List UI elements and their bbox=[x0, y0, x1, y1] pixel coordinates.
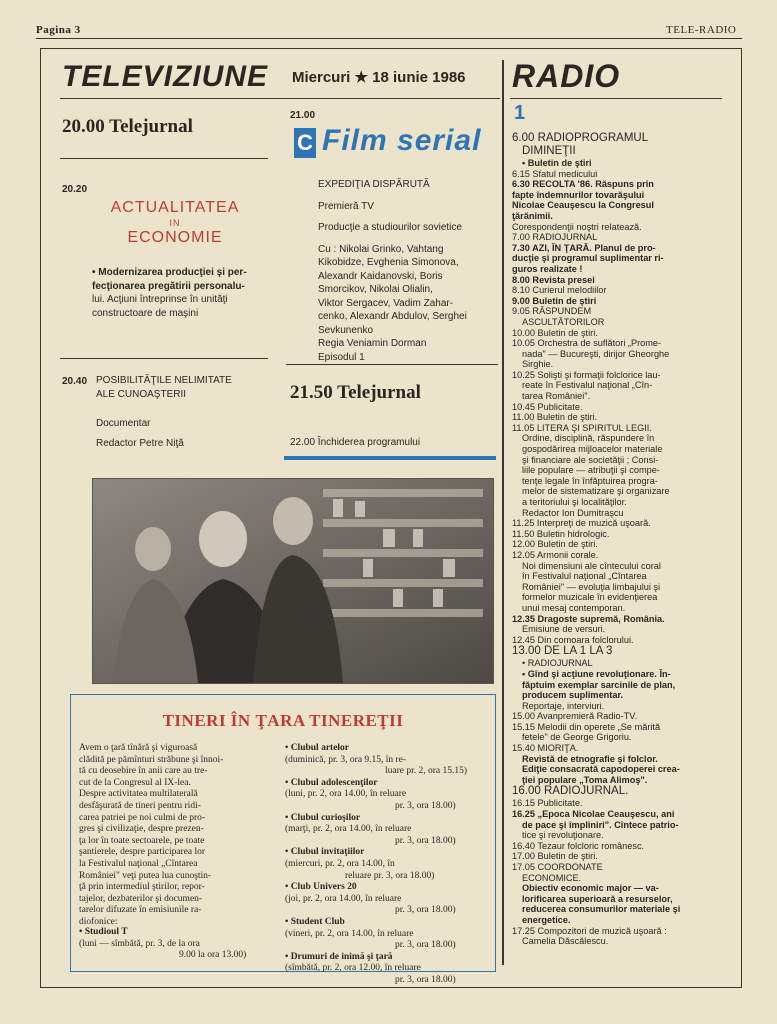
radio-section-title: RADIO bbox=[512, 58, 621, 94]
radio-entry: Corespondenţii noştri relatează. bbox=[512, 221, 642, 232]
radio-entry: ţiei populare „Toma Alimoş". bbox=[522, 774, 648, 785]
radio-entry: 10.05 Orchestra de suflători „Prome- bbox=[512, 338, 662, 349]
radio-entry: ţărănimii. bbox=[512, 210, 553, 221]
section-label: TELE-RADIO bbox=[666, 24, 737, 36]
radio-entry: de pace şi împliniri". Cîntece patrio- bbox=[522, 819, 679, 830]
radio-entry: Noi dimensiuni ale cîntecului coral bbox=[522, 560, 661, 571]
radio-entry: • RADIOJURNAL bbox=[522, 658, 593, 669]
radio-entry: Revistă de etnografie şi folclor. bbox=[522, 753, 658, 764]
radio-entry: 16.15 Publicitate. bbox=[512, 798, 583, 809]
radio-entry: 15.15 Melodii din operete „Se mărită bbox=[512, 721, 661, 732]
page-number: Pagina 3 bbox=[36, 24, 81, 36]
radio-entry: 15.00 Avanpremieră Radio-TV. bbox=[512, 711, 638, 722]
radio-entry: 13.00 DE LA 1 LA 3 bbox=[512, 645, 613, 658]
radio-entry: 10.00 Buletin de ştiri. bbox=[512, 327, 598, 338]
econ-title: ACTUALITATEA IN ECONOMIE bbox=[110, 199, 240, 246]
film-serial-title: Film serial bbox=[322, 124, 482, 157]
radio-entry: energetice. bbox=[522, 914, 571, 925]
radio-entry: • Gînd şi acţiune revoluţionare. În- bbox=[522, 668, 671, 679]
radio-entry: Ordine, disciplină, răspundere în bbox=[522, 433, 655, 444]
radio-entry: Reportaje, interviuri. bbox=[522, 700, 605, 711]
radio-entry: 8.00 Revista presei bbox=[512, 274, 595, 285]
tineri-intro: Avem o ţară tînără şi viguroasă clădită pe pămînturi străbune şi înnoi- tă cu deosebire în anii care au tre- cut de la Congresul al IX-lea. Despre activitatea multilaterală desfăşurată de tineri pentru ridi- carea patriei pe noi culmi de pro- gres şi civilizaţie, despre prezen- ţa lor în toate sectoarele, pe toate şantierele, despre participarea lor la Festivalul naţional „Cîntarea României" veţi putea lua cunoştin- ţă prin intermediul ştirilor, repor- tajelor, dezbaterilor şi documen- tarelor difuzate în emisiunile ra- diofonice: bbox=[79, 743, 224, 927]
radio-entry: 17.25 Compozitori de muzică uşoară : bbox=[512, 925, 667, 936]
radio-entry: 11.00 Buletin de ştiri. bbox=[512, 412, 598, 423]
radio-entry: României" — evoluţia limbajului şi bbox=[522, 581, 661, 592]
telejurnal-1: 20.00 Telejurnal bbox=[62, 116, 193, 137]
tineri-clubs: • Clubul artelor (duminică, pr. 3, ora 9.15, în re- luare pr. 2, ora 15.15) • Clubul adolescenţilor (luni, pr. 2, ora 14.00, în reluare pr. 3, ora 18.00) • Clubul curioşilor (marţi, pr. 2, ora 14.00, în reluare pr. 3, ora 18.00) • Clubul invitaţiilor (miercuri, pr. 2, ora 14.00, în reluare pr. 3, ora 18.00) • Club Univers 20 (joi, pr. 2, ora 14.00, în reluare pr. 3, ora 18.00) • Student Club (vineri, pr. 2, ora 14.00, în reluare pr. 3, ora 18.00) • Drumuri de inimă şi ţară (sîmbătă, pr. 2, ora 12.00, în reluare pr. 3, ora 18.00) bbox=[285, 743, 468, 985]
radio-entry: Camelia Dăscălescu. bbox=[522, 936, 609, 947]
radio-entry: ducţie şi programul suplimentar ri- bbox=[512, 253, 664, 264]
radio-entry: gospodărirea mijloacelor materiale bbox=[522, 444, 663, 455]
radio-entry: fetele" de George Grigoriu. bbox=[522, 732, 632, 743]
econ-time: 20.20 bbox=[62, 184, 88, 195]
radio-entry: unui mesaj contemporan. bbox=[522, 602, 626, 613]
radio-entry: în Festivalul naţional „Cîntarea bbox=[522, 571, 647, 582]
radio-entry: 7.30 AZI, ÎN ŢARĂ. Planul de pro- bbox=[512, 242, 656, 253]
tv-date: Miercuri ★ 18 iunie 1986 bbox=[292, 69, 466, 86]
radio-entry: nada" — Bucureşti, dirijor Gheorghe bbox=[522, 348, 670, 359]
radio-entry: reducerea consumurilor materiale şi bbox=[522, 904, 681, 915]
radio-entry: Obiectiv economic major — va- bbox=[522, 883, 659, 894]
radio-entry: 11.05 LITERA ŞI SPIRITUL LEGII. bbox=[512, 422, 652, 433]
radio-entry: 6.00 RADIOPROGRAMUL bbox=[512, 132, 649, 144]
radio-entry: liile populare — atribuţii şi compe- bbox=[522, 465, 660, 476]
radio-entry: făptuim exemplar sarcinile de plan, bbox=[522, 679, 676, 690]
radio-entry: 12.45 Din comoara folclorului. bbox=[512, 634, 634, 645]
radio-entry: 16.25 „Epoca Nicolae Ceauşescu, ani bbox=[512, 809, 675, 820]
radio-entry: fapte îndemnurilor tovarăşului bbox=[512, 189, 645, 200]
posib-title: POSIBILITĂŢILE NELIMITATE ALE CUNOAŞTERII bbox=[96, 375, 232, 400]
tineri-box bbox=[70, 694, 496, 985]
econ-text: • Modernizarea producţiei şi per- fecţionarea pregătirii personalu- lui. Acţiuni întreprinse în unităţi constructoare de maşini bbox=[92, 267, 247, 319]
radio-entry: Sirghie. bbox=[522, 359, 554, 370]
radio-entry: • Buletin de ştiri bbox=[522, 158, 592, 168]
radio-entry: 9.00 Buletin de ştiri bbox=[512, 295, 597, 306]
radio-entry: lorificarea superioară a resurselor, bbox=[522, 893, 673, 904]
radio-entry: 17.05 COORDONATE bbox=[512, 862, 603, 872]
radio-entry: melor de sistematizare şi organizare bbox=[522, 486, 670, 497]
radio-entry: şi financiare ale societăţii ; Consi- bbox=[522, 454, 659, 465]
tineri-title: TINERI ÎN ŢARA TINEREŢII bbox=[162, 711, 404, 730]
radio-entry: 11.50 Buletin hidrologic. bbox=[512, 528, 610, 539]
program-close: 22.00 Închiderea programului bbox=[290, 437, 421, 448]
radio-entry: 6.30 RECOLTA '86. Răspuns prin bbox=[512, 179, 654, 190]
radio-entry: 12.35 Dragoste supremă, România. bbox=[512, 613, 665, 624]
radio-entry: tice şi revoluţionare. bbox=[522, 830, 604, 841]
radio-entry: 12.05 Armonii corale. bbox=[512, 549, 599, 560]
radio-entry: 17.00 Buletin de ştiri. bbox=[512, 851, 598, 862]
people-photo-icon bbox=[92, 478, 494, 684]
radio-entry: 10.25 Solişti şi formaţii folclorice lau- bbox=[512, 369, 661, 380]
radio-entry: 7.00 RADIOJURNAL bbox=[512, 232, 598, 243]
radio-entry: DIMINEŢII bbox=[522, 145, 576, 157]
radio-entry: Nicolae Ceauşescu la Congresul bbox=[512, 200, 654, 211]
radio-entry: guros realizate ! bbox=[512, 263, 583, 274]
radio-entry: a teritoriului şi localităţilor. bbox=[522, 497, 627, 507]
film-color-badge: C bbox=[294, 128, 316, 158]
radio-entry: Redactor Ion Dumitraşcu bbox=[522, 507, 624, 518]
radio-entry: ECONOMICE. bbox=[522, 872, 582, 883]
tv-section-title: TELEVIZIUNE bbox=[62, 60, 269, 93]
radio-entry: 11.25 Interpreţi de muzică uşoară. bbox=[512, 518, 651, 529]
radio-entry: ASCULTĂTORILOR bbox=[522, 316, 605, 327]
radio-entry: formelor muzicale în evidenţierea bbox=[522, 592, 658, 603]
radio-entry: 16.00 RADIOJURNAL. bbox=[512, 785, 629, 798]
radio-entry: 9.05 RĂSPUNDEM bbox=[512, 306, 592, 317]
posib-details: Documentar Redactor Petre Niţă bbox=[96, 418, 184, 449]
film-details: EXPEDIŢIA DISPĂRUTĂ Premieră TV Producţie a studiourilor sovietice Cu : Nikolai Grinko, Vahtang Kikobidze, Evghenia Simonova, Alexandr Kaidanovski, Boris Smorcikov, Nikolai Olialin, Viktor Sergacev, Vadim Zahar- cenko, Alexandr Abdulov, Serghei Sevkunenko Regia Veniamin Dorman Episodul 1 bbox=[318, 179, 467, 363]
radio-entry: tarea României". bbox=[522, 391, 591, 402]
radio-entry: 16.40 Tezaur folcloric românesc. bbox=[512, 840, 645, 851]
column-divider bbox=[502, 60, 504, 965]
radio-entry: producem suplimentar. bbox=[522, 690, 624, 701]
radio-entry: 8.10 Curierul melodiilor bbox=[512, 285, 607, 296]
radio-entry: 15.40 MIORIŢA. bbox=[512, 743, 579, 754]
radio-schedule bbox=[512, 132, 724, 947]
radio-program-number: 1 bbox=[514, 102, 526, 124]
radio-entry: tenţe legale în înfăptuirea progra- bbox=[522, 475, 658, 486]
film-time: 21.00 bbox=[290, 110, 316, 121]
radio-entry: 12.00 Buletin de ştiri. bbox=[512, 539, 598, 550]
telejurnal-2: 21.50 Telejurnal bbox=[290, 382, 421, 403]
radio-entry: reate în Festivalul naţional „Cîn- bbox=[522, 380, 653, 391]
radio-entry: Ediţie consacrată capodoperei crea- bbox=[522, 764, 680, 775]
blue-rule bbox=[284, 456, 496, 460]
radio-entry: 6.15 Sfatul medicului bbox=[512, 168, 598, 179]
radio-entry: Emisiune de versuri. bbox=[522, 624, 606, 635]
studioul-t: • Studioul T (luni — sîmbătă, pr. 3, de la ora 9.00 la ora 13.00) bbox=[79, 927, 247, 961]
radio-entry: 10.45 Publicitate. bbox=[512, 401, 583, 412]
posib-time: 20.40 bbox=[62, 376, 88, 387]
